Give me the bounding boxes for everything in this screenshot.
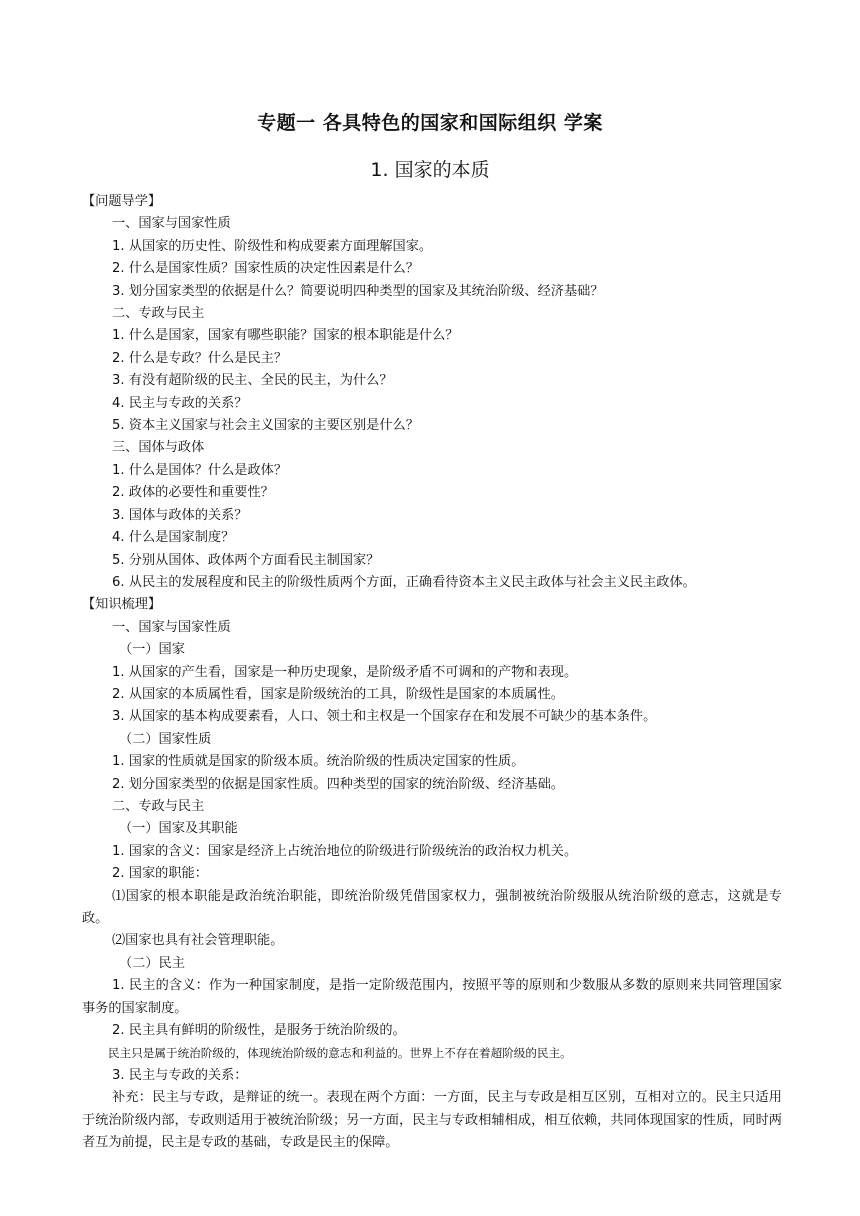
- section-header-review: 【知识梳理】: [82, 597, 162, 613]
- review-subheading: （二）民主: [119, 955, 185, 971]
- review-item: 2. 划分国家类型的依据是国家性质。四种类型的国家的统治阶级、经济基础。: [112, 776, 564, 792]
- guide-item: 2. 什么是国家性质？国家性质的决定性因素是什么？: [112, 261, 419, 277]
- review-paragraph: 1. 民主的含义：作为一种国家制度，是指一定阶级范围内，按照平等的原则和少数服从多数的原则来共同管理国家事务的国家制度。: [82, 978, 782, 1016]
- review-note: 民主只是属于统治阶级的，体现统治阶级的意志和利益的。世界上不存在着超阶级的民主。: [108, 1046, 572, 1061]
- review-paragraph: ⑴国家的根本职能是政治统治职能，即统治阶级凭借国家权力，强制被统治阶级服从统治阶级的意志，这就是专政。: [82, 888, 782, 926]
- document-title: 专题一 各具特色的国家和国际组织 学案: [257, 112, 603, 134]
- review-item: 1. 国家的性质就是国家的阶级本质。统治阶级的性质决定国家的性质。: [112, 754, 525, 770]
- review-item: ⑵国家也具有社会管理职能。: [112, 933, 284, 949]
- guide-heading-2: 二、专政与民主: [112, 306, 205, 322]
- guide-item: 3. 有没有超阶级的民主、全民的民主，为什么？: [112, 373, 393, 389]
- document-body: [82, 191, 782, 1154]
- review-item: 1. 从国家的产生看，国家是一种历史现象，是阶级矛盾不可调和的产物和表现。: [112, 664, 578, 680]
- guide-item: 1. 什么是国家，国家有哪些职能？国家的根本职能是什么？: [112, 328, 459, 344]
- guide-item: 1. 从国家的历史性、阶级性和构成要素方面理解国家。: [112, 238, 433, 254]
- review-item: 2. 民主具有鲜明的阶级性，是服务于统治阶级的。: [112, 1023, 406, 1039]
- guide-item: 5. 分别从国体、政体两个方面看民主制国家？: [112, 552, 380, 568]
- guide-item: 6. 从民主的发展程度和民主的阶级性质两个方面，正确看待资本主义民主政体与社会主义民主政体。: [112, 574, 696, 590]
- review-heading-1: 一、国家与国家性质: [112, 619, 231, 635]
- review-item: 1. 国家的含义：国家是经济上占统治地位的阶级进行阶级统治的政治权力机关。: [112, 843, 578, 859]
- review-subheading: （一）国家及其职能: [119, 821, 238, 837]
- review-paragraph: 补充：民主与专政，是辩证的统一。表现在两个方面：一方面，民主与专政是相互区别，互相对立的。民主只适用于统治阶级内部，专政则适用于被统治阶级；另一方面，民主与专政相辅相成，相互依赖，共同体现国家的性质，同时两者互为前提，民主是专政的基础，专政是民主的保障。: [82, 1090, 782, 1151]
- review-subheading: （一）国家: [119, 642, 185, 658]
- guide-item: 3. 划分国家类型的依据是什么？简要说明四种类型的国家及其统治阶级、经济基础？: [112, 283, 604, 299]
- guide-item: 5. 资本主义国家与社会主义国家的主要区别是什么？: [112, 418, 419, 434]
- review-item: 2. 从国家的本质属性看，国家是阶级统治的工具，阶级性是国家的本质属性。: [112, 686, 564, 702]
- guide-heading-1: 一、国家与国家性质: [112, 216, 231, 232]
- review-item: 3. 从国家的基本构成要素看，人口、领土和主权是一个国家存在和发展不可缺少的基本条件。: [112, 709, 657, 725]
- review-item: 3. 民主与专政的关系：: [112, 1067, 248, 1083]
- guide-item: 4. 什么是国家制度？: [112, 530, 235, 546]
- section-header-guide: 【问题导学】: [82, 194, 162, 209]
- guide-item: 1. 什么是国体？什么是政体？: [112, 462, 288, 478]
- review-subheading: （二）国家性质: [119, 731, 212, 747]
- guide-item: 4. 民主与专政的关系？: [112, 395, 248, 411]
- guide-item: 2. 政体的必要性和重要性？: [112, 485, 274, 501]
- guide-heading-3: 三、国体与政体: [112, 440, 205, 456]
- guide-item: 2. 什么是专政？什么是民主？: [112, 350, 288, 366]
- guide-item: 3. 国体与政体的关系？: [112, 507, 248, 523]
- review-heading-2: 二、专政与民主: [112, 798, 205, 814]
- document-subtitle: 1. 国家的本质: [370, 159, 490, 181]
- review-item: 2. 国家的职能：: [112, 866, 208, 882]
